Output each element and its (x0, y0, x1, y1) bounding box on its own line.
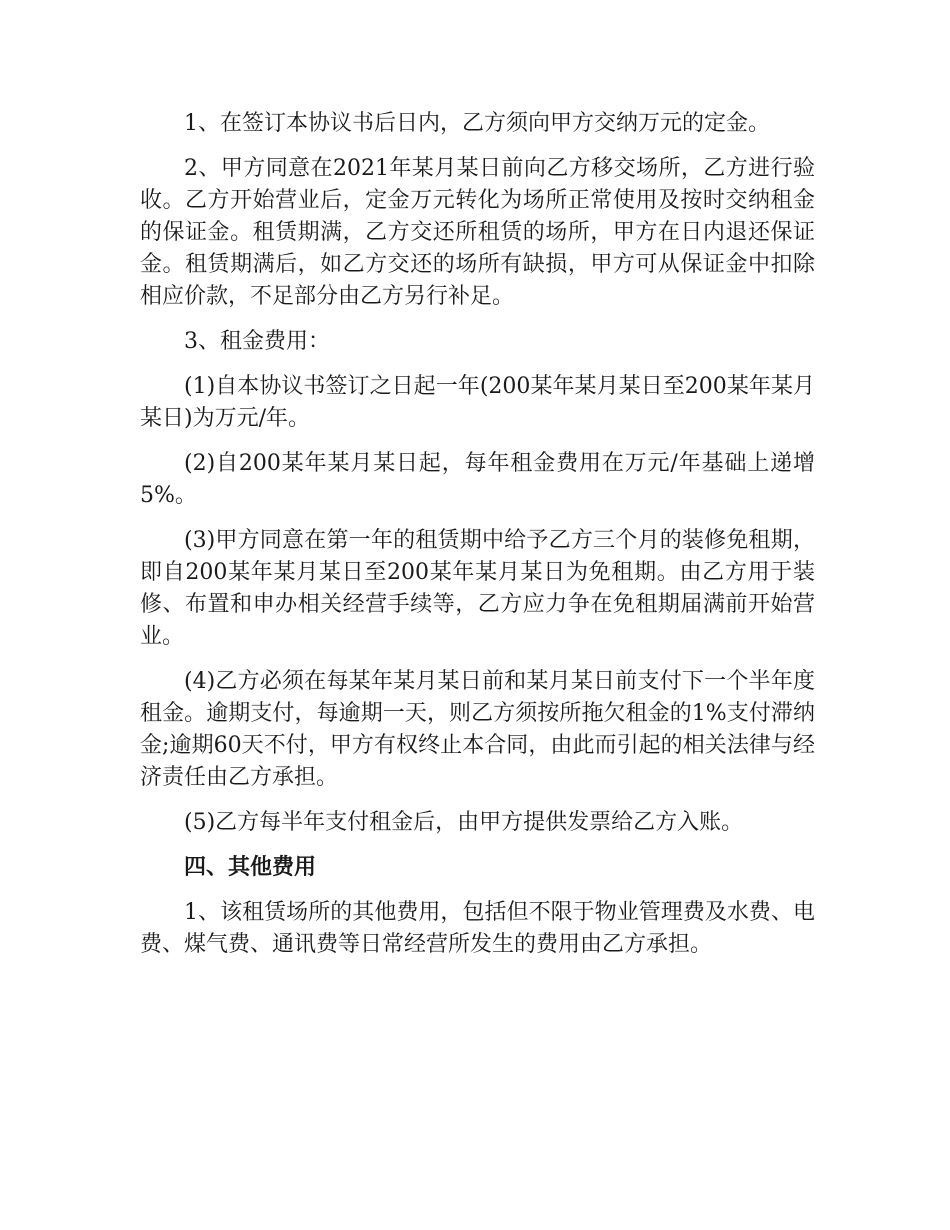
paragraph-handover: 2、甲方同意在2021年某月某日前向乙方移交场所，乙方进行验收。乙方开始营业后，定金万元转化为场所正常使用及按时交纳租金的保证金。租赁期满，乙方交还所租赁的场所，甲方在日内退还保证金。租赁期满后，如乙方交还的场所有缺损，甲方可从保证金中扣除相应价款，不足部分由乙方另行补足。 (140, 156, 815, 309)
paragraph-deposit: 1、在签订本协议书后日内，乙方须向甲方交纳万元的定金。 (184, 111, 770, 136)
paragraph-rent-item-5: (5)乙方每半年支付租金后，由甲方提供发票给乙方入账。 (184, 810, 744, 835)
document-page (140, 108, 815, 974)
paragraph-rent-fees: 3、租金费用： (184, 329, 330, 354)
section-heading-other-fees: 四、其他费用 (184, 855, 317, 880)
paragraph-other-fees-1: 1、该租赁场所的其他费用，包括但不限于物业管理费及水费、电费、煤气费、通讯费等日常经营所发生的费用由乙方承担。 (140, 900, 815, 957)
paragraph-rent-item-3: (3)甲方同意在第一年的租赁期中给予乙方三个月的装修免租期，即自200某年某月某日至200某年某月某日为免租期。由乙方用于装修、布置和申办相关经营手续等，乙方应力争在免租期届满前开始营业。 (140, 528, 816, 649)
paragraph-rent-item-1: (1)自本协议书签订之日起一年(200某年某月某日至200某年某月某日)为万元/年。 (140, 374, 815, 431)
paragraph-rent-item-2: (2)自200某年某月某日起，每年租金费用在万元/年基础上递增5%。 (140, 451, 815, 508)
paragraph-rent-item-4: (4)乙方必须在每某年某月某日前和某月某日前支付下一个半年度租金。逾期支付，每逾期一天，则乙方须按所拖欠租金的1%支付滞纳金;逾期60天不付，甲方有权终止本合同，由此而引起的相关法律与经济责任由乙方承担。 (140, 669, 815, 790)
